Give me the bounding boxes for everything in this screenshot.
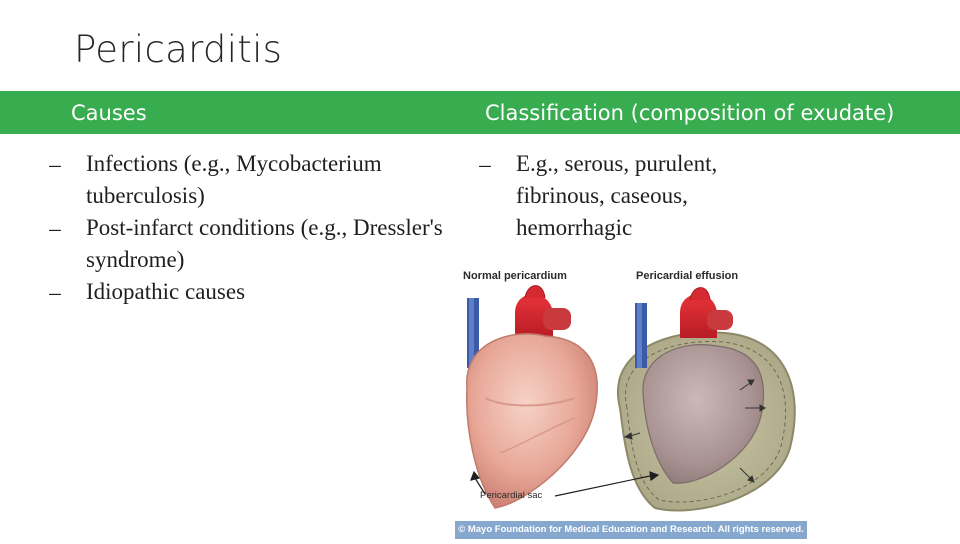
bullet-dash: – xyxy=(49,280,61,305)
label-sac: Pericardial sac xyxy=(480,490,543,501)
causes-header: Causes xyxy=(71,101,147,125)
classification-header: Classification (composition of exudate) xyxy=(485,101,895,125)
list-item xyxy=(45,148,445,212)
copyright-bar: © Mayo Foundation for Medical Education and Research. All rights reserved. xyxy=(455,521,807,539)
slide-title: Pericarditis xyxy=(74,28,283,71)
label-effusion: Pericardial effusion xyxy=(636,270,739,282)
bullet-dash: – xyxy=(49,152,61,177)
list-item xyxy=(475,148,775,244)
bullet-dash: – xyxy=(479,152,491,177)
causes-list xyxy=(45,148,445,308)
bullet-dash: – xyxy=(49,216,61,241)
list-item xyxy=(45,212,445,276)
list-item-text: Infections (e.g., Mycobacterium tuberculosis) xyxy=(86,151,382,208)
pericardium-figure xyxy=(455,258,807,540)
list-item xyxy=(45,276,445,308)
list-item-text: Idiopathic causes xyxy=(86,279,246,304)
classification-list xyxy=(475,148,775,244)
list-item-text: E.g., serous, purulent, fibrinous, caseous, hemorrhagic xyxy=(516,151,718,240)
list-item-text: Post-infarct conditions (e.g., Dressler's syndrome) xyxy=(86,215,443,272)
label-normal: Normal pericardium xyxy=(463,270,567,282)
